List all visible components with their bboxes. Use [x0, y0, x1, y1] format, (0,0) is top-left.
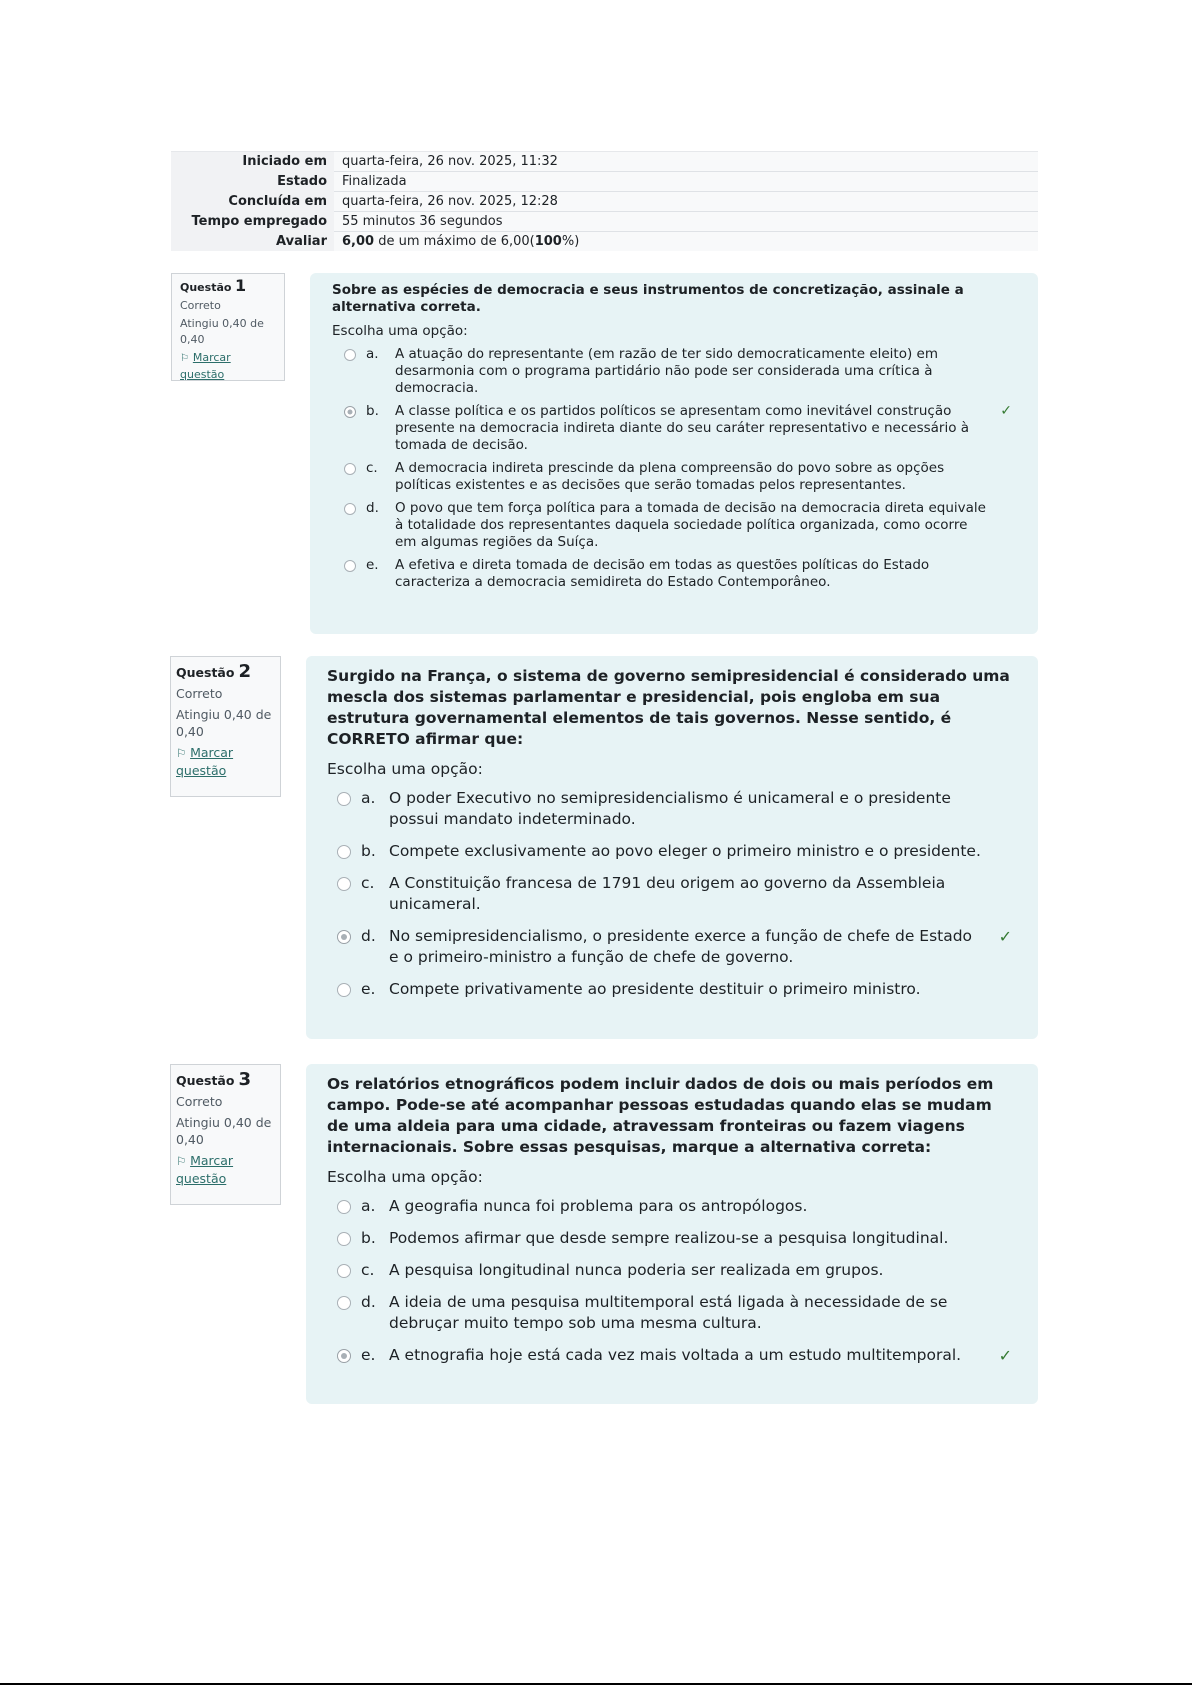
question-info-2	[170, 656, 281, 797]
option-text: A pesquisa longitudinal nunca poderia ser realizada em grupos.	[389, 1261, 884, 1279]
option-text: Podemos afirmar que desde sempre realizou-se a pesquisa longitudinal.	[389, 1229, 949, 1247]
check-icon: ✓	[998, 927, 1012, 946]
question-state: Correto	[176, 686, 223, 701]
option-text: A ideia de uma pesquisa multitemporal está ligada à necessidade de se debruçar muito tempo sob uma mesma cultura.	[389, 1293, 948, 1332]
answer-option-c[interactable]	[327, 873, 1016, 915]
summary-value: quarta-feira, 26 nov. 2025, 12:28	[334, 192, 1038, 212]
question-number	[176, 663, 275, 681]
answer-option-c[interactable]	[327, 1260, 1016, 1281]
answer-option-b[interactable]	[327, 1228, 1016, 1249]
summary-value: quarta-feira, 26 nov. 2025, 11:32	[334, 152, 1038, 172]
summary-row-grade	[171, 232, 1038, 252]
summary-label: Concluída em	[171, 192, 334, 212]
option-letter: e.	[366, 557, 379, 573]
question-state: Correto	[180, 299, 221, 312]
question-label: Questão	[176, 1073, 235, 1088]
flag-icon: ⚐	[176, 747, 187, 760]
option-letter: a.	[361, 789, 376, 807]
question-info-3	[170, 1064, 281, 1205]
summary-value	[334, 232, 1038, 252]
answer-option-a[interactable]	[327, 1196, 1016, 1217]
question-state: Correto	[176, 1094, 223, 1109]
question-number-value: 2	[238, 661, 252, 682]
question-number-value: 1	[234, 276, 247, 295]
answer-option-c[interactable]	[332, 460, 1016, 494]
question-text: Surgido na França, o sistema de governo semipresidencial é considerado uma mescla dos sistemas parlamentar e presidencial, pois engloba em sua estrutura governamental elementos de tais governos. Nesse sentido, é CORRETO afirmar que:	[327, 667, 1010, 748]
radio-button[interactable]	[337, 1264, 351, 1278]
option-text: A Constituição francesa de 1791 deu origem ao governo da Assembleia unicameral.	[389, 874, 946, 913]
flag-question-link[interactable]	[180, 350, 276, 383]
option-letter: b.	[366, 403, 379, 419]
answer-prompt: Escolha uma opção:	[332, 323, 468, 339]
answer-options	[332, 346, 1016, 591]
answer-option-e[interactable]	[327, 979, 1016, 1000]
question-grade: Atingiu 0,40 de 0,40	[180, 317, 264, 346]
radio-button-selected[interactable]	[337, 930, 351, 944]
grade-percent: 100	[534, 234, 562, 249]
flag-question-label: Marcar questão	[176, 745, 234, 778]
question-number	[176, 1071, 275, 1089]
option-text: A geografia nunca foi problema para os antropólogos.	[389, 1197, 808, 1215]
option-letter: c.	[361, 1261, 375, 1279]
option-text: O povo que tem força política para a tomada de decisão na democracia direta equivale à totalidade dos representantes daquela sociedade política organizada, como ocorre em algumas regiões da Suíça.	[395, 500, 986, 550]
question-info-1	[171, 273, 285, 381]
answer-option-d[interactable]	[332, 500, 1016, 551]
question-text: Os relatórios etnográficos podem incluir dados de dois ou mais períodos em campo. Pode-se até acompanhar pessoas estudadas quando elas se mudam de uma aldeia para uma cidade, atravessam fronteiras ou fazem viagens internacionais. Sobre essas pesquisas, marque a alternativa correta:	[327, 1075, 994, 1156]
question-label: Questão	[176, 665, 235, 680]
summary-label: Iniciado em	[171, 152, 334, 172]
question-number	[180, 278, 276, 296]
answer-option-a[interactable]	[327, 788, 1016, 830]
summary-row-started	[171, 152, 1038, 172]
radio-button-selected[interactable]	[344, 406, 356, 418]
option-letter: b.	[361, 1229, 376, 1247]
summary-row-time	[171, 212, 1038, 232]
option-letter: a.	[361, 1197, 376, 1215]
radio-button[interactable]	[337, 792, 351, 806]
answer-option-a[interactable]	[332, 346, 1016, 397]
flag-question-link[interactable]	[176, 1152, 275, 1187]
answer-option-e[interactable]	[327, 1345, 1016, 1366]
option-text: A classe política e os partidos políticos se apresentam como inevitável construção presente na democracia indireta diante do seu caráter representativo e necessário à tomada de decisão.	[395, 403, 970, 453]
answer-option-e[interactable]	[332, 557, 1016, 591]
option-letter: d.	[361, 1293, 376, 1311]
option-letter: d.	[366, 500, 379, 516]
answer-option-d[interactable]	[327, 1292, 1016, 1334]
option-letter: b.	[361, 842, 376, 860]
summary-row-state	[171, 172, 1038, 192]
question-grade: Atingiu 0,40 de 0,40	[176, 707, 272, 739]
flag-icon: ⚐	[180, 353, 189, 364]
summary-value: 55 minutos 36 segundos	[334, 212, 1038, 232]
option-text: A etnografia hoje está cada vez mais voltada a um estudo multitemporal.	[389, 1346, 962, 1364]
answer-prompt: Escolha uma opção:	[327, 760, 483, 778]
grade-middle: de um máximo de 6,00(	[374, 234, 535, 249]
grade-end: %)	[561, 234, 580, 249]
summary-value: Finalizada	[334, 172, 1038, 192]
radio-button[interactable]	[337, 1200, 351, 1214]
answer-options	[327, 788, 1016, 1000]
option-letter: c.	[361, 874, 375, 892]
radio-button[interactable]	[344, 503, 356, 515]
question-content-2	[306, 656, 1038, 1039]
option-text: A efetiva e direta tomada de decisão em todas as questões políticas do Estado caracteriza a democracia semidireta do Estado Contemporâneo.	[395, 557, 930, 590]
option-letter: c.	[366, 460, 378, 476]
radio-button[interactable]	[344, 463, 356, 475]
answer-prompt: Escolha uma opção:	[327, 1168, 483, 1186]
attempt-summary-table	[171, 151, 1038, 251]
radio-button[interactable]	[344, 560, 356, 572]
flag-icon: ⚐	[176, 1155, 187, 1168]
answer-option-b[interactable]	[332, 403, 1016, 454]
radio-button[interactable]	[337, 1296, 351, 1310]
option-text: A democracia indireta prescinde da plena compreensão do povo sobre as opções políticas existentes e as decisões que serão tomadas pelos representantes.	[395, 460, 945, 493]
question-content-1	[310, 273, 1038, 634]
radio-button[interactable]	[337, 983, 351, 997]
flag-question-label: Marcar questão	[180, 351, 231, 381]
radio-button[interactable]	[337, 845, 351, 859]
question-number-value: 3	[238, 1069, 252, 1090]
radio-button[interactable]	[344, 349, 356, 361]
option-letter: a.	[366, 346, 379, 362]
answer-options	[327, 1196, 1016, 1366]
option-letter: e.	[361, 980, 376, 998]
radio-button-selected[interactable]	[337, 1349, 351, 1363]
option-letter: e.	[361, 1346, 376, 1364]
option-text: A atuação do representante (em razão de ter sido democraticamente eleito) em desarmonia com o programa partidário não pode ser considerada uma crítica à democracia.	[395, 346, 938, 396]
check-icon: ✓	[1000, 403, 1012, 419]
question-label: Questão	[180, 281, 232, 294]
check-icon: ✓	[998, 1346, 1012, 1365]
answer-option-b[interactable]	[327, 841, 1016, 862]
summary-label: Estado	[171, 172, 334, 192]
question-text: Sobre as espécies de democracia e seus instrumentos de concretização, assinale a alternativa correta.	[332, 282, 964, 315]
answer-option-d[interactable]	[327, 926, 1016, 968]
summary-label: Tempo empregado	[171, 212, 334, 232]
radio-button[interactable]	[337, 1232, 351, 1246]
question-grade: Atingiu 0,40 de 0,40	[176, 1115, 272, 1147]
summary-row-completed	[171, 192, 1038, 212]
summary-label: Avaliar	[171, 232, 334, 252]
flag-question-link[interactable]	[176, 744, 275, 779]
option-text: Compete privativamente ao presidente destituir o primeiro ministro.	[389, 980, 921, 998]
flag-question-label: Marcar questão	[176, 1153, 234, 1186]
option-text: O poder Executivo no semipresidencialismo é unicameral e o presidente possui mandato indeterminado.	[389, 789, 951, 828]
grade-score: 6,00	[342, 234, 375, 249]
radio-button[interactable]	[337, 877, 351, 891]
option-letter: d.	[361, 927, 376, 945]
option-text: No semipresidencialismo, o presidente exerce a função de chefe de Estado e o primeiro-ministro a função de chefe de governo.	[389, 927, 973, 966]
option-text: Compete exclusivamente ao povo eleger o primeiro ministro e o presidente.	[389, 842, 981, 860]
question-content-3	[306, 1064, 1038, 1404]
